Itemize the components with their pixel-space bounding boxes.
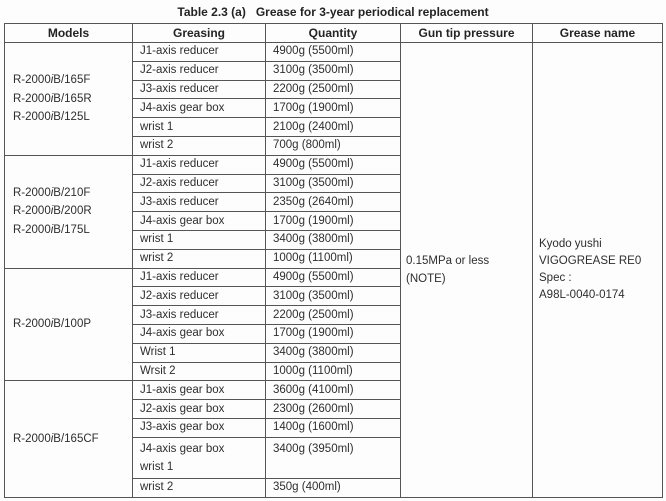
greasing-point-cell: wrist 1: [133, 118, 266, 137]
quantity-cell: 3100g (3500ml): [266, 287, 401, 306]
greasing-point-cell: J4-axis gear box: [133, 212, 266, 231]
greasing-point-cell: J4-axis gear box wrist 1: [133, 437, 266, 478]
greasing-point-cell: J4-axis gear box: [133, 99, 266, 118]
greasing-point-cell: J2-axis reducer: [133, 174, 266, 193]
greasing-point-cell: J2-axis reducer: [133, 287, 266, 306]
grease-name-cell: Kyodo yushi VIGOGREASE RE0 Spec : A98L-0040-0174: [533, 43, 663, 498]
quantity-cell: 1000g (1100ml): [266, 362, 401, 381]
quantity-cell: 350g (400ml): [266, 478, 401, 497]
greasing-point-cell: J1-axis reducer: [133, 43, 266, 62]
quantity-cell: 2300g (2600ml): [266, 400, 401, 419]
page-title: Table 2.3 (a) Grease for 3-year periodical replacement: [177, 5, 489, 19]
models-cell: R-2000iB/165F R-2000iB/165R R-2000iB/125L: [5, 43, 133, 156]
column-header-grease-name: Grease name: [533, 24, 663, 43]
models-cell: R-2000iB/210F R-2000iB/200R R-2000iB/175L: [5, 155, 133, 268]
greasing-point-cell: wrist 2: [133, 249, 266, 268]
quantity-cell: 1000g (1100ml): [266, 249, 401, 268]
quantity-cell: 1700g (1900ml): [266, 324, 401, 343]
greasing-point-cell: Wrsit 2: [133, 362, 266, 381]
greasing-point-cell: J1-axis reducer: [133, 155, 266, 174]
quantity-cell: 700g (800ml): [266, 136, 401, 155]
column-header-gun-tip-pressure: Gun tip pressure: [401, 24, 533, 43]
greasing-point-cell: J1-axis gear box: [133, 381, 266, 400]
greasing-point-cell: J3-axis reducer: [133, 80, 266, 99]
quantity-cell: 3400g (3800ml): [266, 230, 401, 249]
quantity-cell: 2100g (2400ml): [266, 118, 401, 137]
table-row: [5, 43, 663, 62]
greasing-point-cell: wrist 1: [133, 230, 266, 249]
quantity-cell: 1400g (1600ml): [266, 418, 401, 437]
quantity-cell: 2200g (2500ml): [266, 306, 401, 325]
quantity-cell: 3100g (3500ml): [266, 61, 401, 80]
header-row: [5, 24, 663, 43]
greasing-point-cell: J3-axis reducer: [133, 193, 266, 212]
quantity-cell: 2350g (2640ml): [266, 193, 401, 212]
gun-tip-pressure-cell: 0.15MPa or less (NOTE): [401, 43, 533, 498]
quantity-cell: 4900g (5500ml): [266, 268, 401, 287]
grease-replacement-table: [4, 23, 663, 498]
quantity-cell: 3400g (3950ml): [266, 437, 401, 478]
quantity-cell: 2200g (2500ml): [266, 80, 401, 99]
column-header-quantity: Quantity: [266, 24, 401, 43]
quantity-cell: 4900g (5500ml): [266, 155, 401, 174]
quantity-cell: 3600g (4100ml): [266, 381, 401, 400]
greasing-point-cell: J1-axis reducer: [133, 268, 266, 287]
greasing-point-cell: wrist 2: [133, 478, 266, 497]
greasing-point-cell: J2-axis gear box: [133, 400, 266, 419]
column-header-models: Models: [5, 24, 133, 43]
greasing-point-cell: J2-axis reducer: [133, 61, 266, 80]
greasing-point-cell: J3-axis reducer: [133, 306, 266, 325]
greasing-point-cell: wrist 2: [133, 136, 266, 155]
models-cell: R-2000iB/100P: [5, 268, 133, 381]
quantity-cell: 4900g (5500ml): [266, 43, 401, 62]
greasing-point-cell: J4-axis gear box: [133, 324, 266, 343]
quantity-cell: 1700g (1900ml): [266, 212, 401, 231]
greasing-point-cell: J3-axis gear box: [133, 418, 266, 437]
quantity-cell: 3100g (3500ml): [266, 174, 401, 193]
quantity-cell: 1700g (1900ml): [266, 99, 401, 118]
models-cell: R-2000iB/165CF: [5, 381, 133, 497]
quantity-cell: 3400g (3800ml): [266, 343, 401, 362]
greasing-point-cell: Wrist 1: [133, 343, 266, 362]
column-header-greasing: Greasing: [133, 24, 266, 43]
